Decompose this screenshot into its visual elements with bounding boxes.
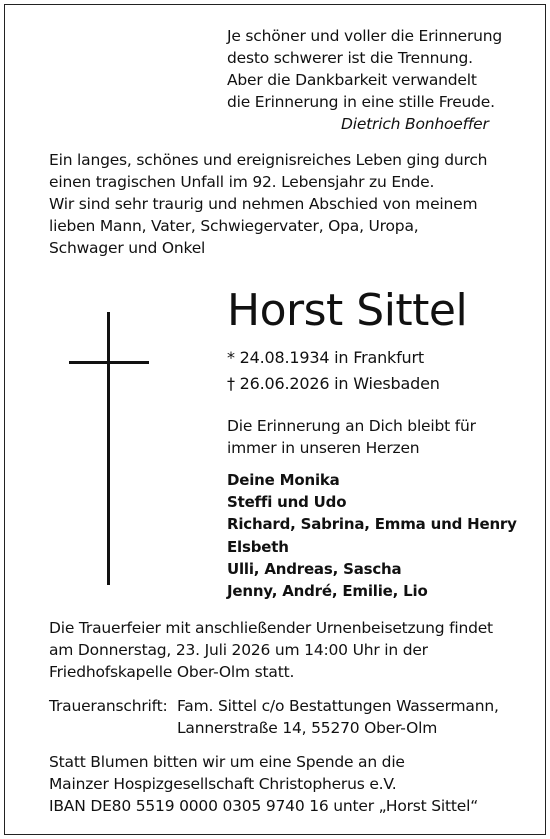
quote-text [227,25,502,113]
donation-line: Mainzer Hospizgesellschaft Christopherus e.V. [49,775,397,793]
ceremony-text [49,617,493,683]
memory-line: Die Erinnerung an Dich bleibt für [227,417,476,435]
donation-line: IBAN DE80 5519 0000 0305 9740 16 unter „Horst Sittel“ [49,797,479,815]
donation-text [49,751,478,817]
quote-line: Je schöner und voller die Erinnerung [227,27,503,45]
family-member: Steffi und Udo [227,493,347,512]
ceremony-line: Die Trauerfeier mit anschließender Urnenbeisetzung findet [49,619,493,637]
ceremony-line: Friedhofskapelle Ober-Olm statt. [49,663,295,681]
intro-line: lieben Mann, Vater, Schwiegervater, Opa, Uropa, [49,217,419,235]
intro-line: Wir sind sehr traurig und nehmen Abschied von meinem [49,195,478,213]
intro-line: Schwager und Onkel [49,239,206,257]
deceased-name: Horst Sittel [227,285,468,336]
intro-line: Ein langes, schönes und ereignisreiches Leben ging durch [49,151,488,169]
obituary-frame [4,4,546,835]
address-line: Lannerstraße 14, 55270 Ober-Olm [177,719,438,737]
address-line: Fam. Sittel c/o Bestattungen Wassermann, [177,697,499,715]
quote-line: die Erinnerung in eine stille Freude. [227,93,495,111]
quote-line: desto schwerer ist die Trennung. [227,49,473,67]
family-member: Richard, Sabrina, Emma und Henry [227,515,517,534]
intro-text [49,149,487,259]
quote-author: Dietrich Bonhoeffer [341,115,489,133]
family-member: Deine Monika [227,471,340,489]
ceremony-line: am Donnerstag, 23. Juli 2026 um 14:00 Uhr in der [49,641,428,659]
intro-line: einen tragischen Unfall im 92. Lebensjahr zu Ende. [49,173,435,191]
family-member: Elsbeth [227,537,289,556]
cross-icon-bar [69,361,149,364]
life-dates [227,345,440,397]
family-list [227,469,517,602]
memory-text [227,415,476,459]
quote-line: Aber die Dankbarkeit verwandelt [227,71,477,89]
family-member: Jenny, André, Emilie, Lio [227,582,428,601]
family-member: Ulli, Andreas, Sascha [227,559,402,578]
death-date: † 26.06.2026 in Wiesbaden [227,374,440,393]
address-label: Traueranschrift: [49,697,168,715]
address-text [177,695,499,739]
memory-line: immer in unseren Herzen [227,439,420,457]
donation-line: Statt Blumen bitten wir um eine Spende an die [49,753,405,771]
cross-icon [107,312,110,585]
birth-date: * 24.08.1934 in Frankfurt [227,348,424,367]
